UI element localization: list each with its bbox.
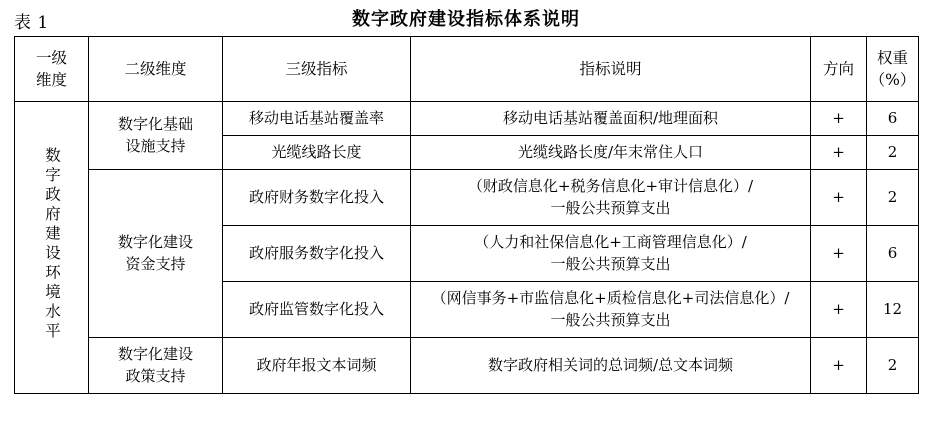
header-weight xyxy=(867,37,919,102)
cell-description xyxy=(411,226,811,282)
header-dim2: 二级维度 xyxy=(89,37,223,102)
cell-weight: 2 xyxy=(867,170,919,226)
description-line2: 一般公共预算支出 xyxy=(550,198,671,217)
cell-dim1 xyxy=(15,102,89,394)
header-dim1-line1: 一级 xyxy=(35,48,67,67)
cell-direction: + xyxy=(811,282,867,338)
description-line2: 一般公共预算支出 xyxy=(550,254,671,273)
dim1-text: 数字政府建设环境水平 xyxy=(43,146,62,342)
cell-dim3: 政府年报文本词频 xyxy=(223,338,411,394)
dim2-line2: 资金支持 xyxy=(125,254,186,273)
cell-description xyxy=(411,282,811,338)
header-direction: 方向 xyxy=(811,37,867,102)
description-line1: （网信事务+市监信息化+质检信息化+司法信息化）/ xyxy=(431,288,790,307)
header-weight-line2: （%） xyxy=(869,71,916,89)
header-dim1 xyxy=(15,37,89,102)
cell-weight: 2 xyxy=(867,338,919,394)
table-number-label: 表 1 xyxy=(14,13,49,33)
table-caption xyxy=(14,0,918,36)
cell-description: 光缆线路长度/年末常住人口 xyxy=(411,136,811,170)
dim2-line2: 政策支持 xyxy=(125,366,186,385)
cell-description: 移动电话基站覆盖面积/地理面积 xyxy=(411,102,811,136)
table-title: 数字政府建设指标体系说明 xyxy=(352,9,580,30)
cell-weight: 12 xyxy=(867,282,919,338)
cell-weight: 2 xyxy=(867,136,919,170)
dim2-line1: 数字化建设 xyxy=(117,344,193,363)
header-description: 指标说明 xyxy=(411,37,811,102)
cell-direction: + xyxy=(811,136,867,170)
dim2-line1: 数字化基础 xyxy=(117,114,193,133)
cell-dim3: 政府服务数字化投入 xyxy=(223,226,411,282)
header-dim1-line2: 维度 xyxy=(35,71,67,89)
table-row xyxy=(15,170,919,226)
cell-dim3: 光缆线路长度 xyxy=(223,136,411,170)
cell-direction: + xyxy=(811,226,867,282)
cell-description: 数字政府相关词的总词频/总文本词频 xyxy=(411,338,811,394)
header-weight-line1: 权重 xyxy=(876,48,908,67)
header-dim3: 三级指标 xyxy=(223,37,411,102)
cell-direction: + xyxy=(811,338,867,394)
cell-dim2 xyxy=(89,338,223,394)
description-line2: 一般公共预算支出 xyxy=(550,310,671,329)
cell-dim3: 移动电话基站覆盖率 xyxy=(223,102,411,136)
cell-dim2 xyxy=(89,102,223,170)
cell-dim3: 政府监管数字化投入 xyxy=(223,282,411,338)
table-row xyxy=(15,102,919,136)
cell-description xyxy=(411,170,811,226)
table-row xyxy=(15,338,919,394)
table-header-row xyxy=(15,37,919,102)
description-line1: （人力和社保信息化+工商管理信息化）/ xyxy=(474,232,747,251)
description-line1: （财政信息化+税务信息化+审计信息化）/ xyxy=(467,176,754,195)
cell-direction: + xyxy=(811,170,867,226)
dim2-line1: 数字化建设 xyxy=(117,232,193,251)
indicator-system-table xyxy=(14,36,919,394)
cell-weight: 6 xyxy=(867,102,919,136)
cell-dim2 xyxy=(89,170,223,338)
cell-dim3: 政府财务数字化投入 xyxy=(223,170,411,226)
dim2-line2: 设施支持 xyxy=(125,136,186,155)
cell-weight: 6 xyxy=(867,226,919,282)
cell-direction: + xyxy=(811,102,867,136)
